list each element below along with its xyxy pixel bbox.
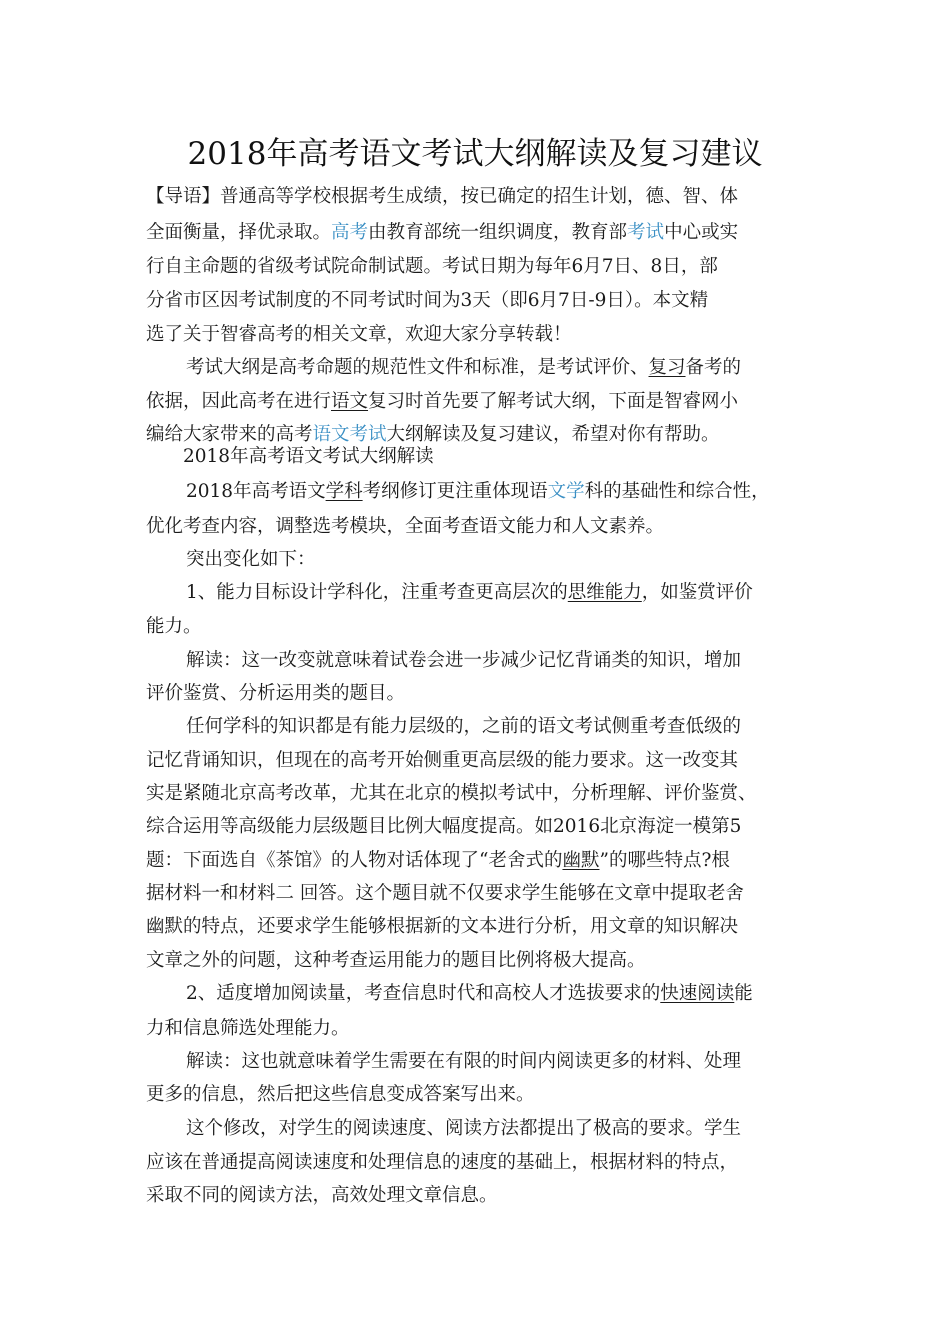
para2-line-2 [146, 389, 836, 415]
text-span: ，如鉴赏评价 [641, 582, 753, 603]
para9-line-2: 更多的信息，然后把这些信息变成答案写出来。 [146, 1084, 535, 1105]
para8-line-2: 力和信息筛选处理能力。 [146, 1018, 350, 1039]
yuwen-link[interactable]: 语文 [331, 391, 369, 412]
text-span: 大纲解读及复习建议，希望对你有帮助。 [386, 424, 720, 445]
text-span: 编给大家带来的高考 [146, 424, 313, 445]
text-span: 依据，因此高考在进行 [146, 391, 332, 412]
youmo-link[interactable]: 幽默 [562, 850, 600, 871]
text-span: 题：下面选自《茶馆》的人物对话体现了“老舍式的 [146, 850, 563, 871]
para3-line-2: 优化考查内容，调整选考模块，全面考查语文能力和人文素养。 [146, 516, 665, 537]
text-span: 由教育部统一组织调度，教育部 [368, 222, 628, 243]
para9-line-1: 解读：这也就意味着学生需要在有限的时间内阅读更多的材料、处理 [186, 1051, 742, 1072]
siwei-nengli-link[interactable]: 思维能力 [567, 582, 642, 603]
text-span: 全面衡量，择优录取。 [146, 222, 332, 243]
para7-line-5 [146, 848, 836, 874]
text-span: 复习时首先要了解考试大纲，下面是智睿网小 [368, 391, 739, 412]
section-heading: 2018年高考语文考试大纲解读 [183, 446, 434, 467]
gaokao-link[interactable]: 高考 [331, 222, 369, 243]
para7-line-3: 实是紧随北京高考改革，尤其在北京的模拟考试中，分析理解、评价鉴赏、 [146, 783, 757, 804]
para10-line-3: 采取不同的阅读方法，高效处理文章信息。 [146, 1185, 498, 1206]
text-span: 考试大纲是高考命题的规范性文件和标准，是考试评价、 [186, 357, 649, 378]
para7-line-2: 记忆背诵知识，但现在的高考开始侧重更高层级的能力要求。这一改变其 [146, 750, 739, 771]
text-span: 备考的 [685, 357, 742, 378]
para6-line-2: 评价鉴赏、分析运用类的题目。 [146, 683, 406, 704]
text-span: 1、能力目标设计学科化，注重考查更高层次的 [186, 582, 568, 603]
para7-line-7: 幽默的特点，还要求学生能够根据新的文本进行分析，用文章的知识解决 [146, 916, 739, 937]
text-span: 科的基础性和综合性， [584, 481, 770, 502]
text-span: 2、适度增加阅读量，考查信息时代和高校人才选拔要求的 [186, 983, 661, 1004]
text-span: ”的哪些特点?根 [599, 850, 730, 871]
para7-line-6: 据材料一和材料二 回答。这个题目就不仅要求学生能够在文章中提取老舍 [146, 883, 744, 904]
para7-line-1: 任何学科的知识都是有能力层级的，之前的语文考试侧重考查低级的 [186, 716, 742, 737]
intro-line-2 [146, 220, 836, 246]
kaoshi-link[interactable]: 考试 [627, 222, 665, 243]
para3-line-1 [186, 479, 836, 505]
wenxue-link[interactable]: 文学 [547, 481, 585, 502]
para8-line-1 [186, 981, 836, 1007]
para6-line-1: 解读：这一改变就意味着试卷会进一步减少记忆背诵类的知识，增加 [186, 650, 742, 671]
para2-line-1 [186, 355, 836, 381]
para7-line-8: 文章之外的问题，这种考查运用能力的题目比例将极大提高。 [146, 950, 646, 971]
text-span: 2018年高考语文 [186, 481, 326, 502]
para4-line-1: 突出变化如下： [186, 549, 316, 570]
para7-line-4: 综合运用等高级能力层级题目比例大幅度提高。如2016北京海淀一模第5 [146, 816, 742, 837]
para10-line-1: 这个修改，对学生的阅读速度、阅读方法都提出了极高的要求。学生 [186, 1118, 742, 1139]
kuaisu-yuedu-link[interactable]: 快速阅读 [660, 983, 735, 1004]
text-span: 能 [734, 983, 753, 1004]
text-span: 考纲修订更注重体现语 [362, 481, 548, 502]
xueke-link[interactable]: 学科 [325, 481, 363, 502]
intro-line-5: 选了关于智睿高考的相关文章，欢迎大家分享转载！ [146, 324, 572, 345]
para5-line-1 [186, 580, 836, 606]
intro-line-1: 【导语】普通高等学校根据考生成绩，按已确定的招生计划，德、智、体 [146, 186, 739, 207]
intro-line-4: 分省市区因考试制度的不同考试时间为3天（即6月7日-9日）。本文精 [146, 290, 709, 311]
para5-line-2: 能力。 [146, 616, 202, 637]
text-span: 中心或实 [664, 222, 739, 243]
yuwen-kaoshi-link[interactable]: 语文考试 [312, 424, 387, 445]
para10-line-2: 应该在普通提高阅读速度和处理信息的速度的基础上，根据材料的特点， [146, 1152, 739, 1173]
page-title: 2018年高考语文考试大纲解读及复习建议 [187, 136, 763, 172]
intro-line-3: 行自主命题的省级考试院命制试题。考试日期为每年6月7日、8日，部 [146, 256, 718, 277]
fuxi-link[interactable]: 复习 [648, 357, 686, 378]
